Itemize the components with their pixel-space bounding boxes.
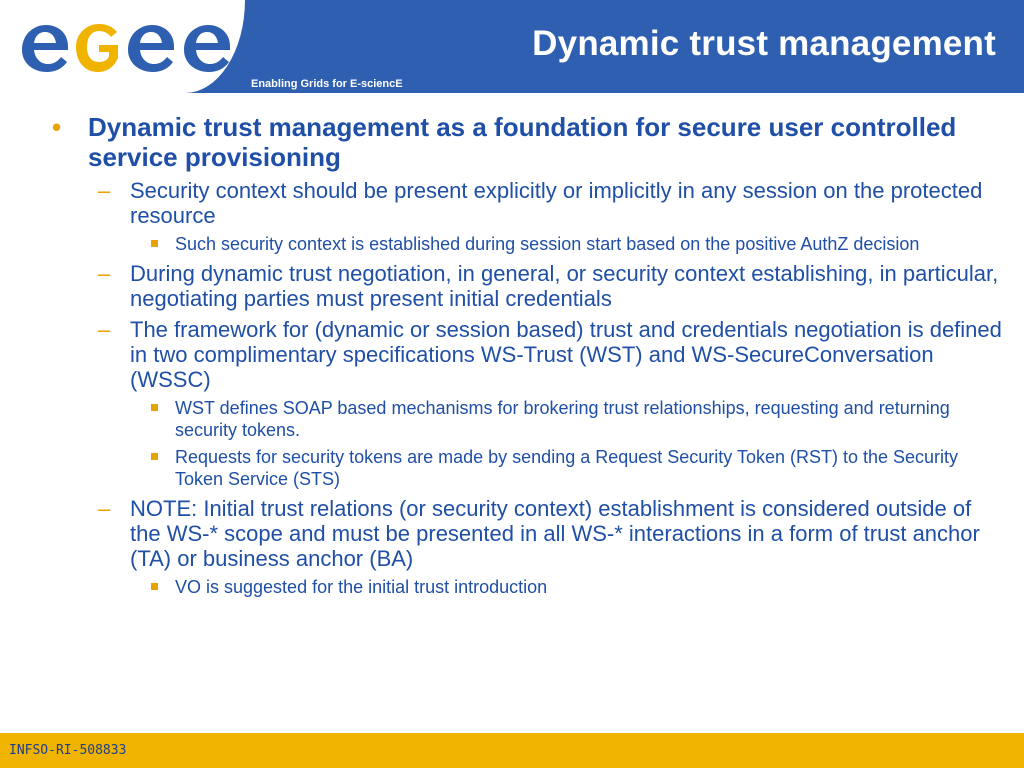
dash-bullet-icon: – [98,261,111,286]
bullet-text: The framework for (dynamic or session based) trust and credentials negotiation is defined in two complimentary specifications WS-Trust (WST) and WS-SecureConversation (WSSC) [130,317,1002,392]
bullet-level2 [88,261,1002,311]
bullet-text: NOTE: Initial trust relations (or security context) establishment is considered outside of the WS-* scope and must be presented in all WS-* interactions in a form of trust anchor (TA) or business anchor (BA) [130,496,980,571]
logo-letter-e2 [128,25,174,72]
dash-bullet-icon: – [98,317,111,342]
square-bullet-icon [151,404,158,411]
logo-letter-e3 [184,25,230,72]
footer-project-id: INFSO-RI-508833 [9,743,127,758]
bullet-level2 [88,178,1002,228]
bullet-text: WST defines SOAP based mechanisms for brokering trust relationships, requesting and returning security tokens. [175,398,950,440]
bullet-level2 [88,317,1002,392]
square-bullet-icon [151,240,158,247]
slide-header [0,0,1024,93]
slide-title: Dynamic trust management [532,24,996,63]
bullet-text: Security context should be present explicitly or implicitly in any session on the protected resource [130,178,983,228]
bullet-level3 [130,233,1002,255]
square-bullet-icon [151,453,158,460]
egee-logo [14,20,239,76]
bullet-level3 [130,446,1002,490]
bullet-text: Such security context is established during session start based on the positive AuthZ decision [175,234,920,254]
square-bullet-icon [151,583,158,590]
bullet-text: VO is suggested for the initial trust introduction [175,577,548,597]
slide-footer [0,733,1024,768]
bullet-level2 [88,496,1002,571]
tagline: Enabling Grids for E-sciencE [251,78,403,90]
dash-bullet-icon: – [98,496,111,521]
slide-body [52,112,1002,598]
bullet-text: During dynamic trust negotiation, in general, or security context establishing, in particular, negotiating parties must present initial credentials [130,261,999,311]
logo-panel [0,0,245,93]
bullet-level3 [130,397,1002,441]
logo-letter-g [76,24,118,72]
dash-bullet-icon: – [98,178,111,203]
bullet-level3 [130,576,1002,598]
bullet-text: Requests for security tokens are made by sending a Request Security Token (RST) to the Security Token Service (STS) [175,447,959,489]
logo-letter-e1 [22,25,68,72]
bullet-text: Dynamic trust management as a foundation for secure user controlled service provisioning [88,112,957,172]
bullet-level1 [52,112,1002,172]
bullet-dot-icon: • [52,112,62,142]
